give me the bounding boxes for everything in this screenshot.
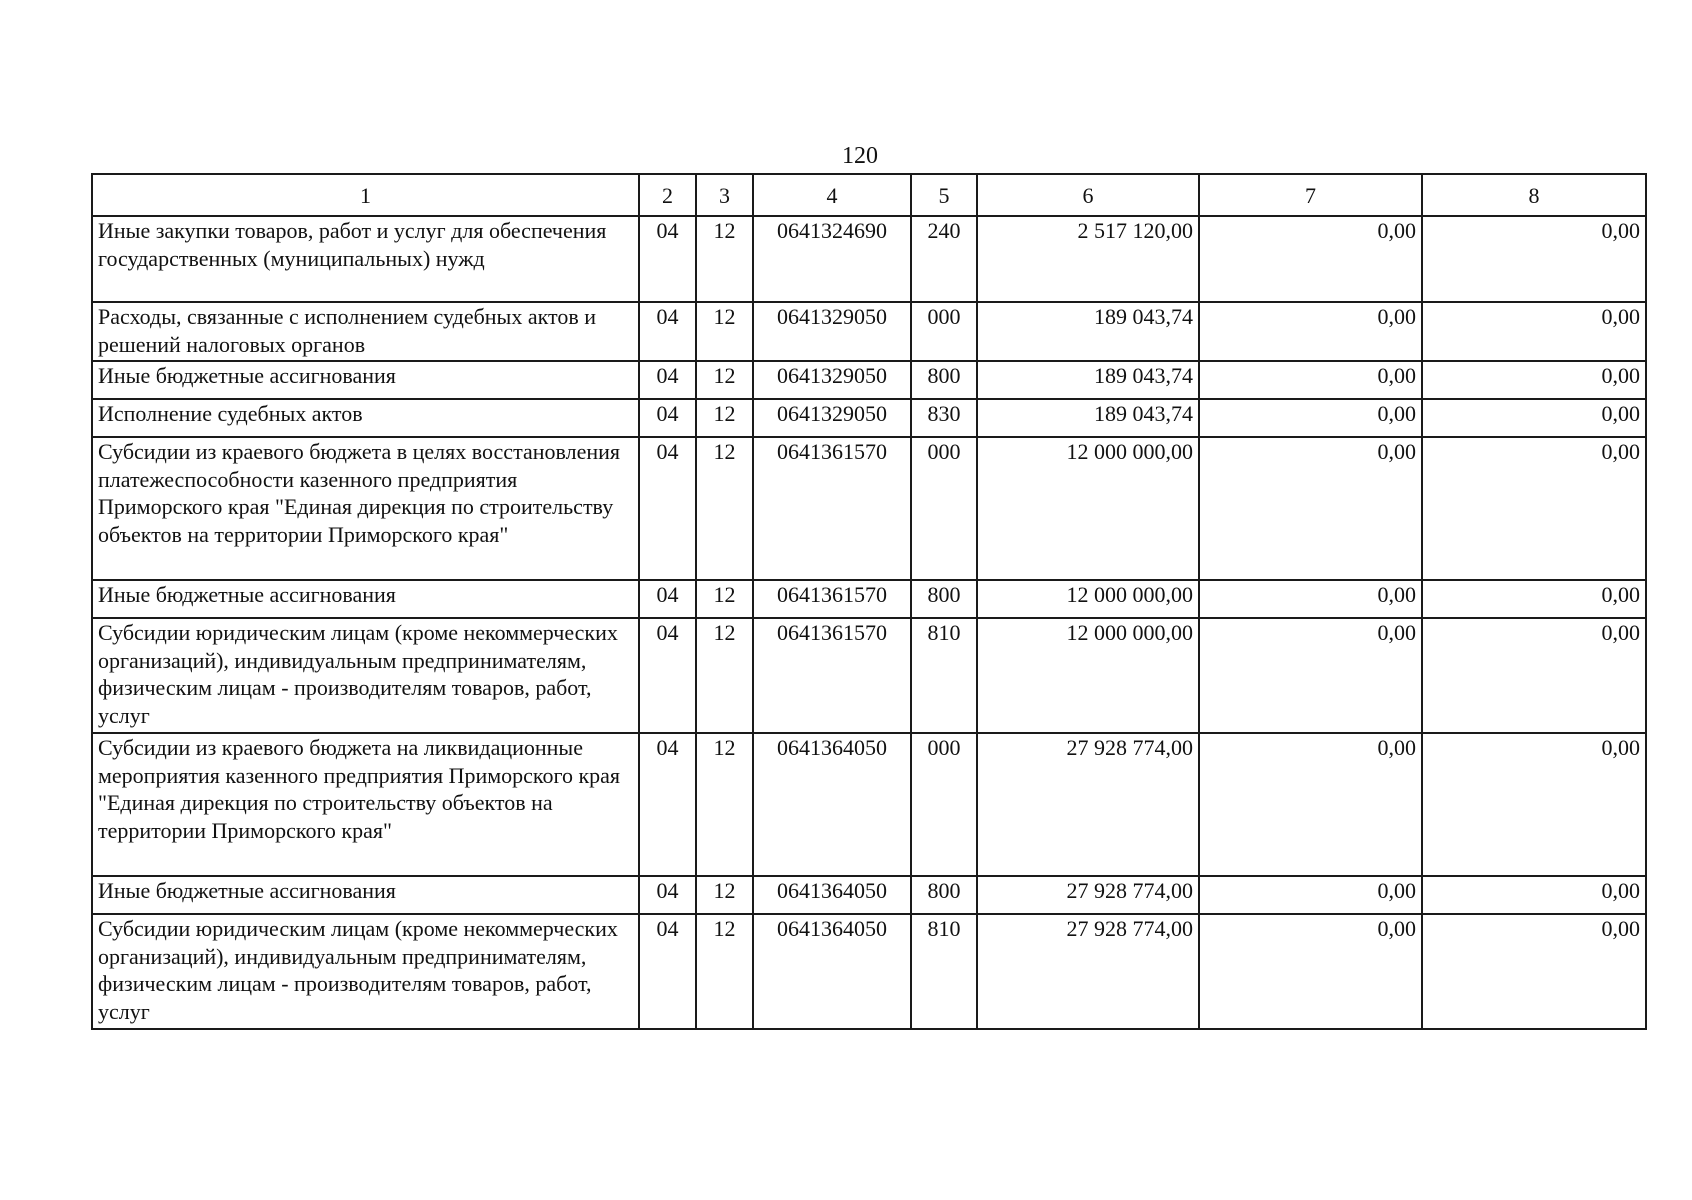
- row-name: Иные бюджетные ассигнования: [92, 876, 639, 914]
- row-amount-8: 0,00: [1422, 216, 1646, 302]
- row-amount-7: 0,00: [1199, 580, 1422, 618]
- row-section: 04: [639, 302, 696, 361]
- row-section: 04: [639, 914, 696, 1029]
- row-amount-6: 189 043,74: [977, 399, 1199, 437]
- row-target-article: 0641364050: [753, 733, 911, 876]
- row-amount-7: 0,00: [1199, 361, 1422, 399]
- column-header: 3: [696, 174, 753, 216]
- row-amount-6: 2 517 120,00: [977, 216, 1199, 302]
- row-target-article: 0641361570: [753, 618, 911, 733]
- row-amount-8: 0,00: [1422, 733, 1646, 876]
- row-name: Иные бюджетные ассигнования: [92, 580, 639, 618]
- row-section: 04: [639, 580, 696, 618]
- column-header: 1: [92, 174, 639, 216]
- row-expense-type: 800: [911, 580, 977, 618]
- row-amount-6: 12 000 000,00: [977, 618, 1199, 733]
- row-name: Иные закупки товаров, работ и услуг для обеспечения государственных (муниципальных) нужд: [92, 216, 639, 302]
- column-header: 8: [1422, 174, 1646, 216]
- row-target-article: 0641329050: [753, 361, 911, 399]
- column-header: 6: [977, 174, 1199, 216]
- row-amount-7: 0,00: [1199, 914, 1422, 1029]
- row-amount-8: 0,00: [1422, 437, 1646, 580]
- table-row: [92, 580, 1646, 618]
- row-target-article: 0641329050: [753, 302, 911, 361]
- row-expense-type: 000: [911, 437, 977, 580]
- header-row: [92, 174, 1646, 216]
- table-row: [92, 437, 1646, 580]
- table-row: [92, 399, 1646, 437]
- row-amount-6: 27 928 774,00: [977, 914, 1199, 1029]
- row-amount-6: 27 928 774,00: [977, 876, 1199, 914]
- column-header: 4: [753, 174, 911, 216]
- table-row: [92, 914, 1646, 1029]
- row-name: Расходы, связанные с исполнением судебных актов и решений налоговых органов: [92, 302, 639, 361]
- row-subsection: 12: [696, 733, 753, 876]
- row-name: Субсидии юридическим лицам (кроме некоммерческих организаций), индивидуальным предпринимателям, физическим лицам - производителям товаров, работ, услуг: [92, 618, 639, 733]
- row-section: 04: [639, 733, 696, 876]
- row-amount-6: 189 043,74: [977, 302, 1199, 361]
- row-amount-6: 12 000 000,00: [977, 437, 1199, 580]
- row-target-article: 0641361570: [753, 437, 911, 580]
- row-amount-8: 0,00: [1422, 361, 1646, 399]
- row-amount-8: 0,00: [1422, 399, 1646, 437]
- row-amount-8: 0,00: [1422, 876, 1646, 914]
- row-expense-type: 800: [911, 876, 977, 914]
- row-amount-6: 189 043,74: [977, 361, 1199, 399]
- row-amount-7: 0,00: [1199, 876, 1422, 914]
- table-row: [92, 876, 1646, 914]
- table-row: [92, 733, 1646, 876]
- row-subsection: 12: [696, 302, 753, 361]
- table-row: [92, 216, 1646, 302]
- row-name: Субсидии юридическим лицам (кроме некоммерческих организаций), индивидуальным предпринимателям, физическим лицам - производителям товаров, работ, услуг: [92, 914, 639, 1029]
- row-name: Субсидии из краевого бюджета в целях восстановления платежеспособности казенного предприятия Приморского края "Единая дирекция по строительству объектов на территории Приморского края": [92, 437, 639, 580]
- row-section: 04: [639, 876, 696, 914]
- table-row: [92, 302, 1646, 361]
- row-subsection: 12: [696, 216, 753, 302]
- row-section: 04: [639, 618, 696, 733]
- row-expense-type: 240: [911, 216, 977, 302]
- row-expense-type: 810: [911, 618, 977, 733]
- row-name: Иные бюджетные ассигнования: [92, 361, 639, 399]
- table-header: [92, 174, 1646, 216]
- row-amount-7: 0,00: [1199, 437, 1422, 580]
- row-expense-type: 000: [911, 302, 977, 361]
- row-target-article: 0641329050: [753, 399, 911, 437]
- table-body: [92, 216, 1646, 1029]
- column-header: 5: [911, 174, 977, 216]
- row-expense-type: 810: [911, 914, 977, 1029]
- row-section: 04: [639, 437, 696, 580]
- row-subsection: 12: [696, 399, 753, 437]
- row-subsection: 12: [696, 914, 753, 1029]
- row-amount-8: 0,00: [1422, 580, 1646, 618]
- row-amount-8: 0,00: [1422, 618, 1646, 733]
- row-expense-type: 800: [911, 361, 977, 399]
- table-row: [92, 618, 1646, 733]
- row-subsection: 12: [696, 361, 753, 399]
- row-amount-6: 27 928 774,00: [977, 733, 1199, 876]
- row-subsection: 12: [696, 876, 753, 914]
- row-section: 04: [639, 216, 696, 302]
- page-number: 120: [842, 143, 878, 169]
- row-subsection: 12: [696, 580, 753, 618]
- budget-table: [91, 173, 1647, 1030]
- row-amount-8: 0,00: [1422, 302, 1646, 361]
- row-amount-6: 12 000 000,00: [977, 580, 1199, 618]
- row-amount-7: 0,00: [1199, 302, 1422, 361]
- table-row: [92, 361, 1646, 399]
- row-section: 04: [639, 399, 696, 437]
- row-expense-type: 000: [911, 733, 977, 876]
- row-amount-7: 0,00: [1199, 399, 1422, 437]
- row-target-article: 0641364050: [753, 914, 911, 1029]
- row-amount-7: 0,00: [1199, 733, 1422, 876]
- row-target-article: 0641364050: [753, 876, 911, 914]
- row-amount-7: 0,00: [1199, 618, 1422, 733]
- row-amount-7: 0,00: [1199, 216, 1422, 302]
- row-name: Субсидии из краевого бюджета на ликвидационные мероприятия казенного предприятия Приморского края "Единая дирекция по строительству объектов на территории Приморского края": [92, 733, 639, 876]
- row-expense-type: 830: [911, 399, 977, 437]
- row-target-article: 0641324690: [753, 216, 911, 302]
- row-subsection: 12: [696, 618, 753, 733]
- column-header: 7: [1199, 174, 1422, 216]
- row-amount-8: 0,00: [1422, 914, 1646, 1029]
- row-name: Исполнение судебных актов: [92, 399, 639, 437]
- column-header: 2: [639, 174, 696, 216]
- row-section: 04: [639, 361, 696, 399]
- row-target-article: 0641361570: [753, 580, 911, 618]
- row-subsection: 12: [696, 437, 753, 580]
